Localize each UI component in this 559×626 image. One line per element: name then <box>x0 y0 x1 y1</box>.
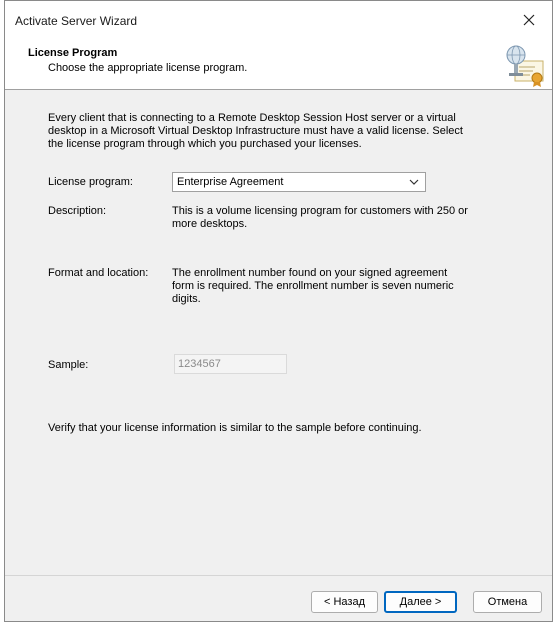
description-value: This is a volume licensing program for customers with 250 or more desktops. <box>172 205 468 230</box>
intro-text: Every client that is connecting to a Remote Desktop Session Host server or a virtual desktop in a Microsoft Virtual Desktop Infrastructure must have a valid license. Select the license program through which you purchased your licenses. <box>48 112 463 150</box>
cancel-button[interactable]: Отмена <box>473 591 542 613</box>
sample-field <box>174 354 287 374</box>
back-button[interactable]: < Назад <box>311 591 378 613</box>
license-certificate-icon <box>502 43 546 87</box>
page-title: License Program <box>28 47 118 59</box>
license-program-label: License program: <box>48 176 133 188</box>
license-program-select[interactable] <box>172 172 426 192</box>
title-bar <box>5 1 552 39</box>
format-location-label: Format and location: <box>48 267 149 279</box>
close-icon <box>523 14 535 26</box>
sample-label: Sample: <box>48 359 89 371</box>
wizard-header <box>5 39 552 90</box>
next-button[interactable]: Далее > <box>384 591 457 613</box>
window-title: Activate Server Wizard <box>15 14 138 28</box>
page-subtitle: Choose the appropriate license program. <box>48 62 248 74</box>
footer-divider <box>5 575 552 576</box>
format-location-value: The enrollment number found on your signed agreement form is required. The enrollment number is seven numeric digits. <box>172 267 454 305</box>
chevron-down-icon <box>408 176 420 188</box>
close-button[interactable] <box>506 1 552 39</box>
sample-value: 1234567 <box>178 358 221 370</box>
wizard-window <box>4 0 553 622</box>
description-label: Description: <box>48 205 107 217</box>
license-program-value: Enterprise Agreement <box>177 176 284 188</box>
verify-text: Verify that your license information is similar to the sample before continuing. <box>48 422 422 434</box>
